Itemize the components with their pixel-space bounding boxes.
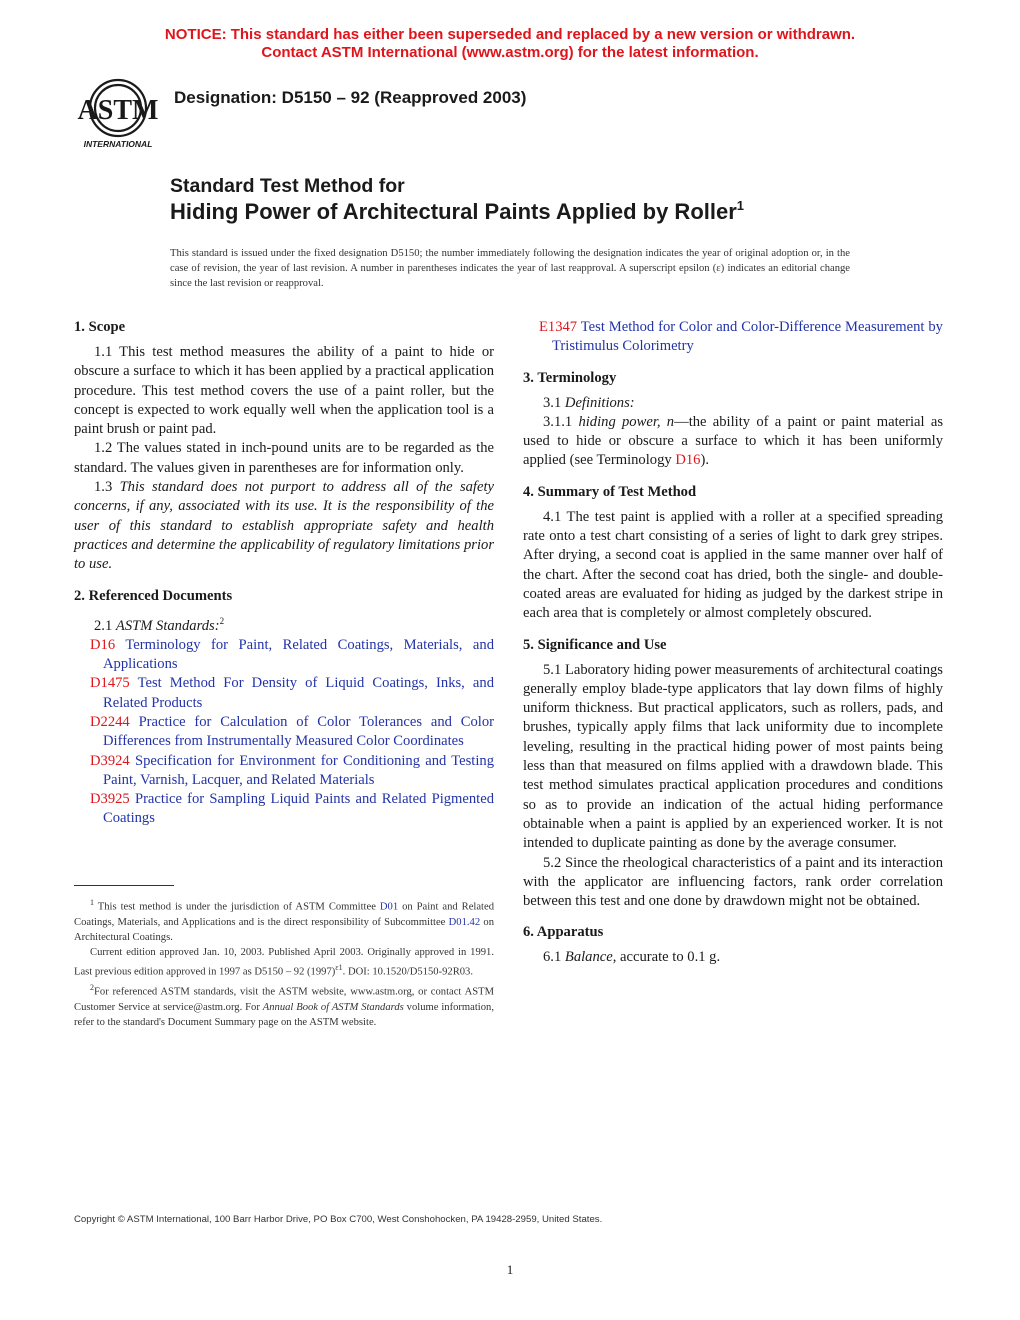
reference-link-e1347[interactable] (523, 318, 943, 357)
epsilon-marker: ε1 (335, 963, 343, 973)
reference-continued (523, 318, 943, 357)
reference-title[interactable]: Terminology for Paint, Related Coatings, Materials, and Applications (103, 636, 494, 673)
annual-book-title: Annual Book of ASTM Standards (262, 1001, 404, 1013)
section-referenced-documents (74, 587, 494, 829)
paragraph-number: 2.1 (94, 617, 113, 634)
footnote-text: . DOI: 10.1520/D5150-92R03. (342, 966, 473, 978)
definition-end: ). (700, 452, 709, 469)
logo-subtext: INTERNATIONAL (83, 139, 153, 149)
section-heading: 3. Terminology (523, 369, 617, 386)
footnote-1-edition (74, 945, 494, 980)
reference-link-d3925[interactable] (74, 790, 494, 829)
section-heading: 6. Apparatus (523, 924, 604, 941)
paragraph: 1.1 This test method measures the ability of a paint to hide or obscure a surface to which it has been applied by a practical application procedure. This test method covers the use of a paint roller, but the concept is expected to work equally well when the application tool is a paint brush or paint pad. (74, 344, 494, 438)
subsection-label: Definitions: (564, 394, 635, 411)
reference-title[interactable]: Test Method for Color and Color-Difference Measurement by Tristimulus Colorimetry (552, 319, 943, 355)
copyright: Copyright © ASTM International, 100 Barr Harbor Drive, PO Box C700, West Conshohocken, PA 19428-2959, United States. (74, 1214, 603, 1225)
section-summary (523, 483, 943, 624)
apparatus-text: , accurate to 0.1 g. (612, 949, 721, 966)
reference-code[interactable]: D2244 (90, 713, 130, 730)
page-number: 1 (506, 1262, 514, 1277)
section-scope (74, 318, 494, 575)
footnote-2 (74, 980, 494, 1030)
left-column (74, 318, 494, 841)
footnote-marker: 1 (90, 898, 94, 907)
notice-banner (0, 26, 1020, 62)
reference-link-d16[interactable] (74, 636, 494, 675)
subsection-astm-standards (74, 612, 494, 636)
title-main: Hiding Power of Architectural Paints Applied by Roller (170, 199, 737, 224)
section-heading: 4. Summary of Test Method (523, 483, 697, 500)
right-column (523, 318, 943, 980)
title-footnote-marker: 1 (736, 198, 745, 213)
reference-title[interactable]: Specification for Environment for Conditioning and Testing Paint, Varnish, Lacquer, and Related Materials (103, 752, 494, 788)
astm-logo (72, 74, 164, 154)
notice-line-1: NOTICE: This standard has either been superseded and replaced by a new version or withdrawn. (164, 26, 856, 43)
reference-title[interactable]: Practice for Sampling Liquid Paints and Related Pigmented Coatings (103, 791, 495, 827)
reference-code[interactable]: E1347 (539, 319, 578, 335)
title-line-2 (170, 198, 744, 225)
footnotes (74, 895, 494, 1030)
reference-code[interactable]: D3925 (90, 791, 130, 808)
definition-hiding-power (523, 413, 943, 471)
paragraph-number: 1.3 (94, 479, 113, 496)
footnote-marker: 2 (219, 615, 225, 626)
notice-line-2: Contact ASTM International (www.astm.org) for the latest information. (261, 44, 759, 61)
issued-statement: This standard is issued under the fixed designation D5150; the number immediately following the designation indicates the year of original adoption or, in the case of revision, the year of last revision. A number in parentheses indicates the year of last reapproval. A superscript epsilon (ε) indicates an editorial change since the last revision or reapproval. (170, 248, 850, 289)
reference-code[interactable]: D3924 (90, 752, 130, 769)
paragraph: 4.1 The test paint is applied with a roller at a specified spreading rate onto a test chart consisting of a series of light to dark grey stripes. After drying, a second coat is applied in the same manner over half of the chart. After the second coat has dried, both the single- and double-coated areas are evaluated for hiding as judged by the darkest stripe in each area that is completely or almost completely obscured. (523, 508, 943, 622)
terminology-ref-link[interactable]: D16 (675, 452, 701, 469)
footnote-text: Current edition approved Jan. 10, 2003. Published April 2003. Originally approved in 1991. Last previous edition approved in 1997 as D5150 – 92 (1997) (74, 947, 494, 978)
paragraph-number: 3.1 (543, 394, 562, 411)
reference-link-d1475[interactable] (74, 674, 494, 713)
designation: Designation: D5150 – 92 (Reapproved 2003) (174, 88, 527, 107)
section-heading: 2. Referenced Documents (74, 587, 233, 604)
paragraph-safety (74, 478, 494, 574)
section-heading: 1. Scope (74, 319, 126, 335)
section-heading: 5. Significance and Use (523, 636, 667, 653)
reference-title[interactable]: Practice for Calculation of Color Tolerances and Color Differences from Instrumentally Measured Color Coordinates (103, 713, 494, 750)
paragraph: 5.2 Since the rheological characteristics of a paint and its interaction with the applicator are influencing factors, rank order correlation between this test and one done by drawdown might not be obtained. (523, 854, 943, 910)
subsection-label: ASTM Standards: (115, 617, 220, 634)
apparatus-term: Balance (564, 949, 613, 966)
footnote-1 (74, 895, 494, 945)
paragraph-number: 6.1 (543, 949, 562, 966)
footnote-marker: 2 (90, 983, 94, 993)
committee-link[interactable]: D01 (379, 901, 399, 913)
logo-text: ASTM (77, 95, 159, 126)
footnote-divider (74, 885, 174, 886)
paragraph-number: 3.1.1 (543, 413, 573, 430)
reference-link-d3924[interactable] (74, 752, 494, 791)
paragraph: 5.1 Laboratory hiding power measurements of architectural coatings generally employ blade-type applicators that lay down films of highly uniform thickness. But practical applicators, such as rollers, pads, and brushes, typically apply films that lack uniformity due to incomplete leveling, resulting in the practical hiding power of most paints being less than that measured on films applied with a drawdown blade. This test method simulates practical application procedures and conditions so as to provide an indication of the actual hiding performance obtainable when a paint is applied by an experienced worker. It is not intended to duplicate painting as done by the average consumer. (523, 661, 943, 852)
definition-text: —the ability of a paint or paint material as used to hide or obscure a surface to which it has been uniformly applied (see Terminology (523, 413, 944, 469)
apparatus-balance (523, 948, 943, 967)
footnote-text: on Architectural Coatings. (74, 916, 494, 943)
reference-code[interactable]: D1475 (90, 675, 130, 692)
section-significance (523, 636, 943, 912)
section-terminology (523, 369, 943, 471)
defined-term: hiding power, n (578, 413, 675, 430)
reference-code[interactable]: D16 (90, 636, 116, 653)
safety-text: This standard does not purport to address all of the safety concerns, if any, associated with its use. It is the responsibility of the user of this standard to establish appropriate safety and health practices and determine the applicability of regulatory limitations prior to use. (74, 479, 494, 573)
footnote-text: on Paint and Related Coatings, Materials, and Applications and is the direct responsibility of Subcommittee (74, 901, 495, 928)
footnote-text: For referenced ASTM standards, visit the ASTM website, www.astm.org, or contact ASTM Customer Service at service@astm.org. For (74, 986, 494, 1013)
paragraph: 1.2 The values stated in inch-pound units are to be regarded as the standard. The values given in parentheses are for information only. (74, 440, 494, 476)
footnote-text: This test method is under the jurisdiction of ASTM Committee (97, 901, 376, 913)
subsection-definitions (523, 394, 943, 413)
footnote-text: volume information, refer to the standard's Document Summary page on the ASTM website. (74, 1001, 494, 1029)
title-line-1: Standard Test Method for (170, 175, 405, 197)
subcommittee-link[interactable]: D01.42 (448, 916, 481, 928)
reference-link-d2244[interactable] (74, 713, 494, 752)
reference-title[interactable]: Test Method For Density of Liquid Coatings, Inks, and Related Products (103, 675, 495, 711)
section-apparatus (523, 923, 943, 967)
